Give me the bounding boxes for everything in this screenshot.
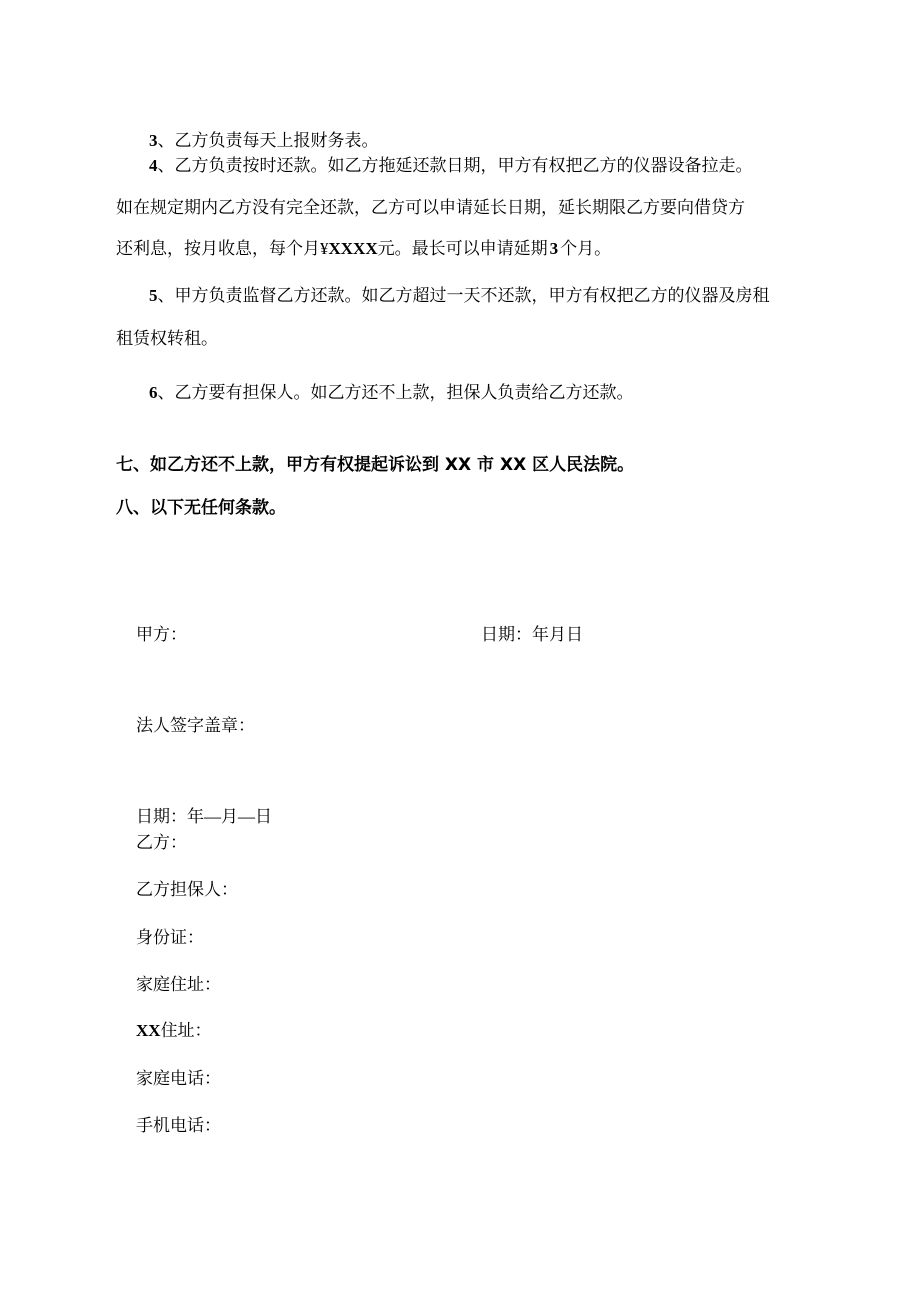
date-left-label: 日期：年—月—日 bbox=[136, 807, 272, 826]
clause-4-months: 3 bbox=[549, 239, 559, 258]
clause-5-number: 5 bbox=[149, 286, 158, 305]
clause-4-text-3c: 元。最长可以申请延期 bbox=[377, 239, 548, 258]
clause-3-text: 、乙方负责每天上报财务表。 bbox=[157, 131, 379, 150]
clause-5-line-1 bbox=[149, 285, 770, 307]
clause-3 bbox=[149, 130, 379, 152]
legal-sign-label: 法人签字盖章： bbox=[136, 716, 255, 735]
clause-4-amount: XXXX bbox=[328, 239, 378, 258]
clause-4-line-1 bbox=[149, 155, 753, 177]
clause-4-text-3d: 个月。 bbox=[560, 239, 612, 258]
home-phone-label: 家庭电话： bbox=[136, 1069, 221, 1088]
home-address-label: 家庭住址： bbox=[136, 975, 221, 994]
clause-6-text: 、乙方要有担保人。如乙方还不上款，担保人负责给乙方还款。 bbox=[157, 383, 634, 402]
xx-address-suffix: 住址： bbox=[160, 1021, 212, 1040]
mobile-phone-label: 手机电话： bbox=[136, 1116, 221, 1135]
clause-3-number: 3 bbox=[149, 131, 158, 150]
guarantor-label: 乙方担保人： bbox=[136, 880, 238, 899]
section-7: 七、如乙方还不上款，甲方有权提起诉讼到 XX 市 XX 区人民法院。 bbox=[116, 455, 635, 475]
party-b-label: 乙方： bbox=[136, 833, 187, 852]
clause-6-number: 6 bbox=[149, 383, 158, 402]
clause-4-line-2: 如在规定期内乙方没有完全还款，乙方可以申请延长日期，延长期限乙方要向借贷方 bbox=[116, 198, 745, 217]
clause-4-text-3a: 还利息，按月收息，每个月¥ bbox=[116, 239, 329, 258]
clause-4-line-3 bbox=[116, 238, 611, 260]
party-a-label: 甲方： bbox=[136, 625, 187, 644]
clause-5-line-2: 租赁权转租。 bbox=[116, 329, 218, 348]
xx-address-prefix: XX bbox=[136, 1021, 161, 1040]
date-right-label: 日期：年月日 bbox=[481, 625, 583, 644]
id-card-label: 身份证： bbox=[136, 928, 204, 947]
section-8: 八、以下无任何条款。 bbox=[116, 498, 286, 518]
clause-6 bbox=[149, 382, 634, 404]
clause-4-number: 4 bbox=[149, 156, 158, 175]
clause-5-text-1: 、甲方负责监督乙方还款。如乙方超过一天不还款，甲方有权把乙方的仪器及房租 bbox=[157, 286, 770, 305]
xx-address-label bbox=[136, 1020, 212, 1042]
clause-4-text-1: 、乙方负责按时还款。如乙方拖延还款日期，甲方有权把乙方的仪器设备拉走。 bbox=[157, 156, 753, 175]
